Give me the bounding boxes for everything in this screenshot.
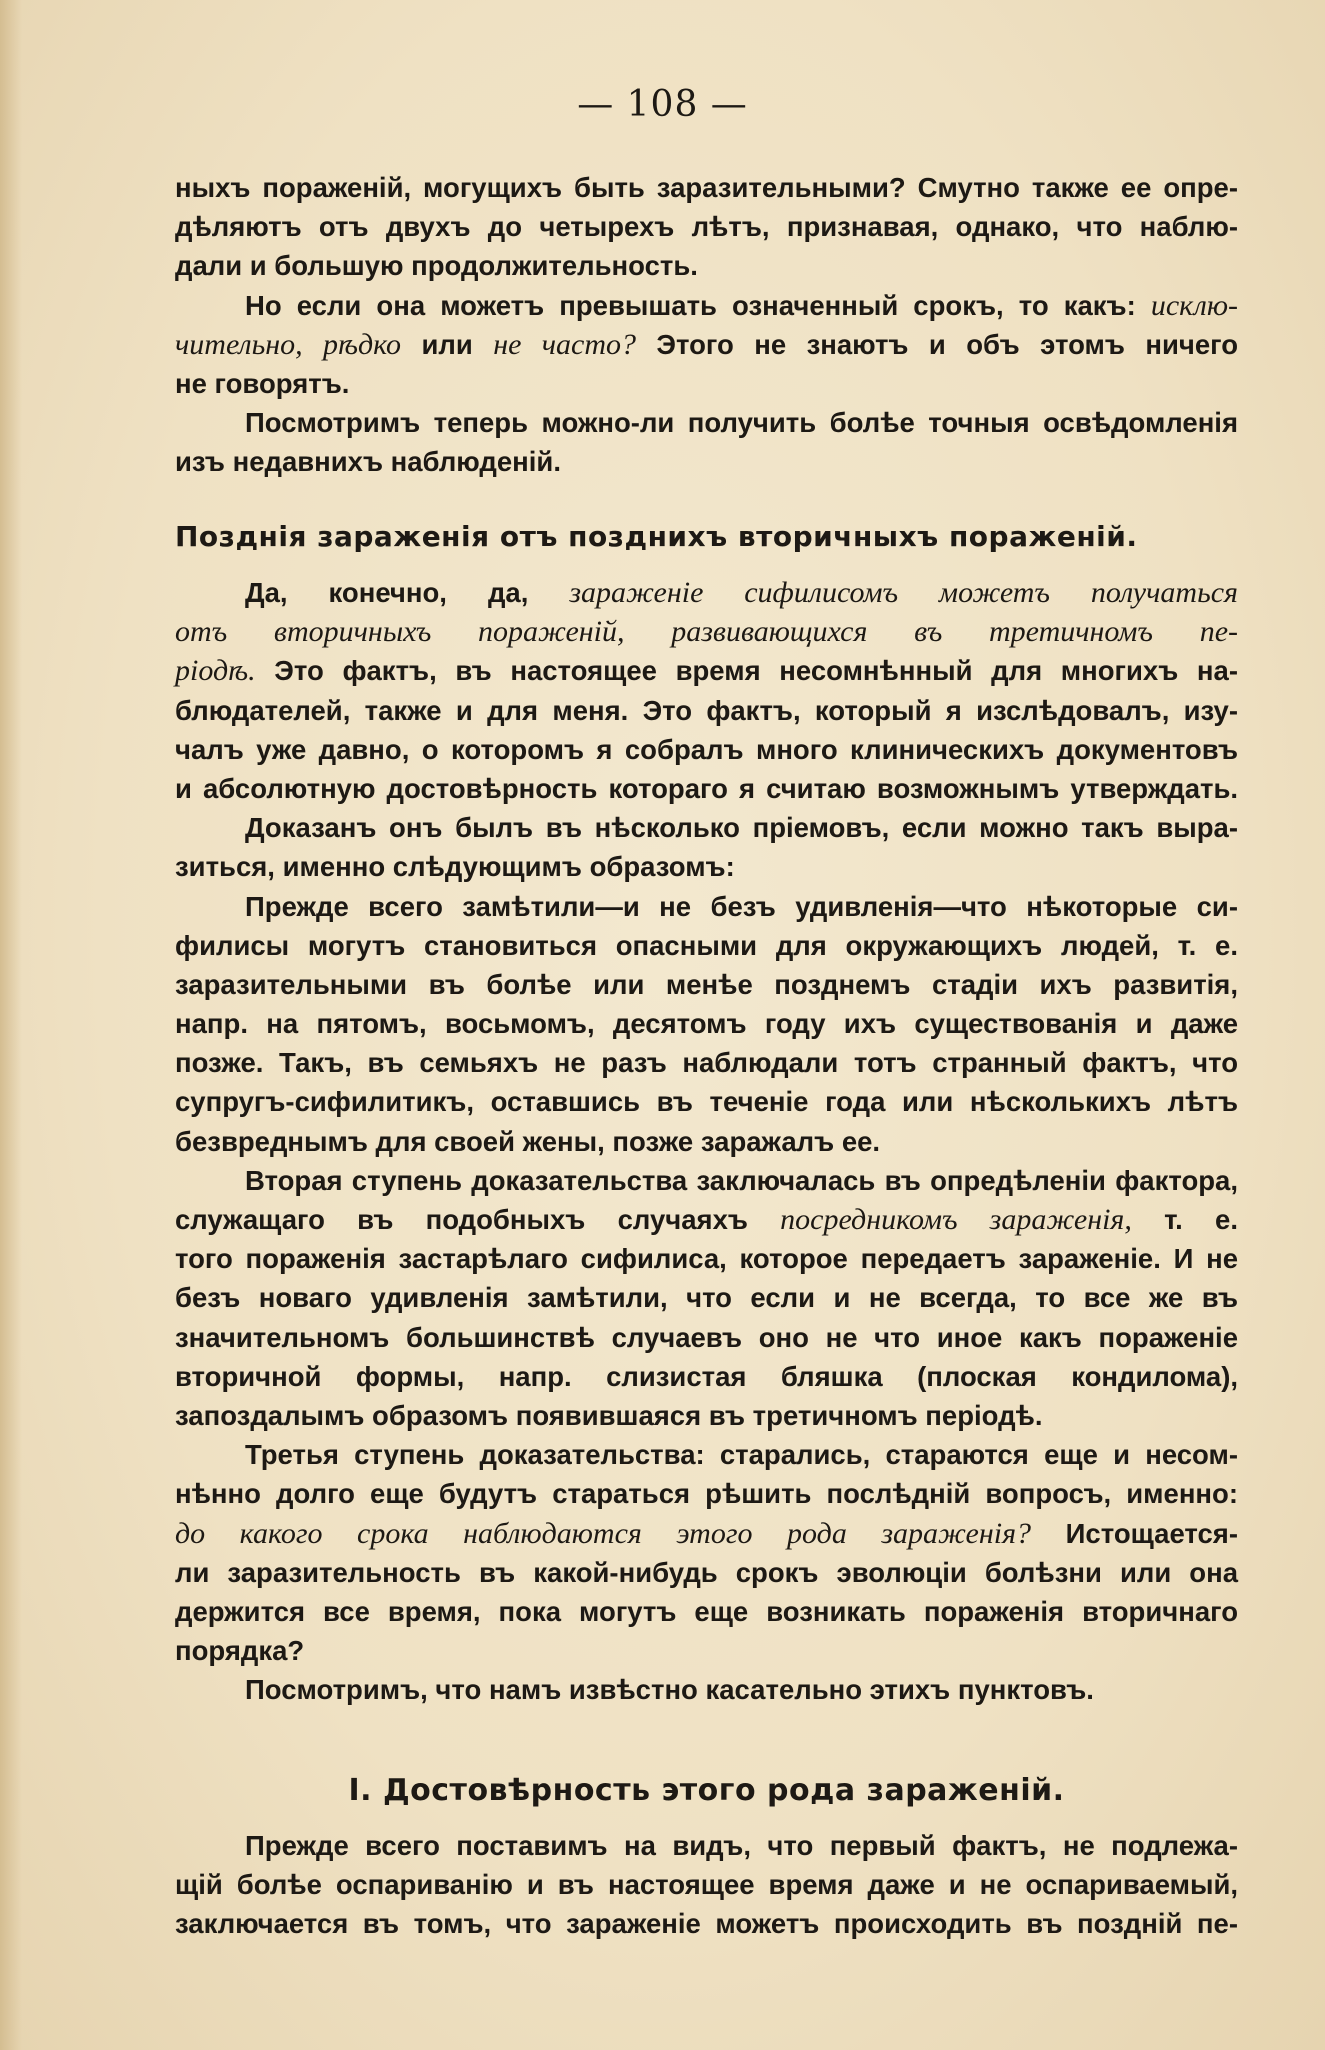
- text-run: безъ новаго удивленія замѣтили, что если и не всегда, то все же въ: [175, 1282, 1238, 1314]
- text-line: [175, 573, 1238, 612]
- text-line: [175, 286, 1238, 325]
- text-line: [175, 1904, 1238, 1943]
- text-line: [175, 1396, 1238, 1435]
- text-run: щій болѣе оспариванію и въ настоящее время даже и не оспариваемый,: [175, 1869, 1238, 1901]
- text-run: Это фактъ, въ настоящее время несомнѣнный для многихъ на-: [255, 655, 1238, 687]
- text-run: Прежде всего замѣтили—и не безъ удивленія—что нѣкоторые си-: [245, 890, 1238, 922]
- text-run: ныхъ пораженій, могущихъ быть заразительными? Смутно также ее опре-: [175, 172, 1238, 203]
- text-line: [175, 364, 1238, 403]
- italic-text-run: ріодѣ.: [175, 654, 256, 688]
- text-line: [175, 1004, 1238, 1043]
- italic-text-run: зараженіе сифилисомъ можетъ получаться: [569, 576, 1238, 609]
- text-line: [175, 403, 1238, 442]
- text-line: [175, 1826, 1238, 1865]
- italic-text-run: не часто?: [493, 327, 636, 361]
- text-run: Истощается-: [1031, 1517, 1238, 1549]
- text-line: [175, 769, 1238, 808]
- text-run: блюдателей, также и для меня. Это фактъ, который я изслѣдовалъ, изу-: [175, 694, 1238, 726]
- text-line: [175, 1670, 1238, 1709]
- text-line: [175, 691, 1238, 730]
- text-run: Этого не знаютъ и объ этомъ ничего: [636, 328, 1238, 360]
- text-line: [175, 246, 1238, 285]
- text-run: Доказанъ онъ былъ въ нѣсколько пріемовъ, если можно такъ выра-: [245, 812, 1238, 844]
- text-run: Но если она можетъ превышать означенный срокъ, то какъ:: [245, 289, 1151, 321]
- text-run: супругъ-сифилитикъ, оставшись въ теченіе года или нѣсколькихъ лѣтъ: [175, 1086, 1238, 1118]
- paragraph-block-3: [175, 1826, 1238, 1944]
- text-run: Третья ступень доказательства: старались, стараются еще и несом-: [245, 1439, 1238, 1471]
- text-run: и абсолютную достовѣрность котораго я считаю возможнымъ утверждать.: [175, 772, 1238, 804]
- text-run: держится все время, пока могутъ еще возникать пораженія вторичнаго: [175, 1595, 1238, 1627]
- text-run: вторичной формы, напр. слизистая бляшка (плоская кондилома),: [175, 1360, 1238, 1392]
- text-line: [175, 1474, 1238, 1513]
- text-run: заразительными въ болѣе или менѣе позднемъ стадіи ихъ развитія,: [175, 968, 1238, 1000]
- text-line: [175, 1082, 1238, 1121]
- section-heading-late-infections: Позднія зараженія отъ позднихъ вторичныхъ пораженій.: [175, 520, 1138, 553]
- text-line: [175, 1278, 1238, 1317]
- text-line: [175, 1514, 1238, 1553]
- text-run: Посмотримъ теперь можно-ли получить болѣе точныя освѣдомленія: [245, 407, 1238, 439]
- text-line: [175, 1318, 1238, 1357]
- text-run: безвреднымъ для своей жены, позже заражалъ ее.: [175, 1125, 881, 1157]
- text-run: служащаго въ подобныхъ случаяхъ: [175, 1204, 781, 1235]
- text-line: [175, 847, 1238, 886]
- text-run: позже. Такъ, въ семьяхъ не разъ наблюдали тотъ странный фактъ, что: [175, 1047, 1238, 1079]
- section-heading-certainty: I. Достовѣрность этого рода зараженій.: [348, 1773, 1065, 1808]
- italic-text-run: чительно, рѣдко: [175, 327, 402, 361]
- text-line: [175, 1553, 1238, 1592]
- paragraph-block-1: [175, 168, 1238, 482]
- text-line: [175, 1631, 1238, 1670]
- text-line: [175, 1122, 1238, 1161]
- text-run: нѣнно долго еще будутъ стараться рѣшить послѣдній вопросъ, именно:: [175, 1478, 1238, 1510]
- text-run: зиться, именно слѣдующимъ образомъ:: [175, 851, 735, 883]
- text-line: [175, 1592, 1238, 1631]
- italic-text-run: до какого срока наблюдаются этого рода зараженія?: [175, 1516, 1032, 1550]
- text-run: дали и большую продолжительность.: [175, 250, 698, 282]
- text-line: [175, 730, 1238, 769]
- text-run: Да, конечно, да,: [245, 577, 570, 608]
- paragraph-block-2: [175, 573, 1238, 1709]
- text-run: не говорятъ.: [175, 367, 350, 399]
- text-line: [175, 651, 1238, 690]
- italic-text-run: посредникомъ зараженія,: [780, 1203, 1132, 1236]
- text-run: филисы могутъ становиться опасными для окружающихъ людей, т. е.: [175, 929, 1238, 961]
- text-run: порядка?: [175, 1635, 305, 1667]
- text-run: запоздалымъ образомъ появившаяся въ третичномъ періодѣ.: [175, 1399, 1043, 1431]
- text-run: ли заразительность въ какой-нибудь срокъ эволюціи болѣзни или она: [175, 1556, 1238, 1588]
- text-line: [175, 1357, 1238, 1396]
- text-run: заключается въ томъ, что зараженіе можетъ происходить въ поздній пе-: [175, 1908, 1238, 1940]
- italic-text-run: исклю-: [1150, 288, 1238, 322]
- text-line: [175, 887, 1238, 926]
- text-line: [175, 926, 1238, 965]
- text-line: [175, 1865, 1238, 1904]
- text-line: [175, 612, 1238, 651]
- text-run: Вторая ступень доказательства заключалась въ опредѣленіи фактора,: [245, 1164, 1238, 1196]
- text-line: [175, 965, 1238, 1004]
- text-line: [175, 442, 1238, 481]
- italic-text-run: отъ вторичныхъ пораженій, развивающихся въ третичномъ пе-: [175, 615, 1238, 649]
- text-line: [175, 1239, 1238, 1278]
- text-line: [175, 1161, 1238, 1200]
- text-line: [175, 1200, 1238, 1239]
- text-run: дѣляютъ отъ двухъ до четырехъ лѣтъ, признавая, однако, что наблю-: [175, 211, 1238, 243]
- text-line: [175, 1043, 1238, 1082]
- text-run: Прежде всего поставимъ на видъ, что первый фактъ, не подлежа-: [245, 1830, 1238, 1861]
- text-run: изъ недавнихъ наблюденій.: [175, 446, 561, 478]
- text-run: или: [401, 328, 494, 360]
- text-run: того пораженія застарѣлаго сифилиса, которое передаетъ зараженіе. И не: [175, 1243, 1238, 1275]
- text-run: Посмотримъ, что намъ извѣстно касательно этихъ пунктовъ.: [245, 1674, 1094, 1706]
- text-line: [175, 325, 1238, 364]
- text-run: напр. на пятомъ, восьмомъ, десятомъ году ихъ существованія и даже: [175, 1008, 1238, 1040]
- text-line: [175, 1435, 1238, 1474]
- text-line: [175, 207, 1238, 246]
- text-run: значительномъ большинствѣ случаевъ оно не что иное какъ пораженіе: [175, 1321, 1238, 1353]
- text-line: [175, 808, 1238, 847]
- page-number: — 108 —: [577, 84, 748, 125]
- text-line: [175, 168, 1238, 207]
- text-run: чалъ уже давно, о которомъ я собралъ много клиническихъ документовъ: [175, 733, 1238, 765]
- text-run: т. е.: [1131, 1204, 1238, 1235]
